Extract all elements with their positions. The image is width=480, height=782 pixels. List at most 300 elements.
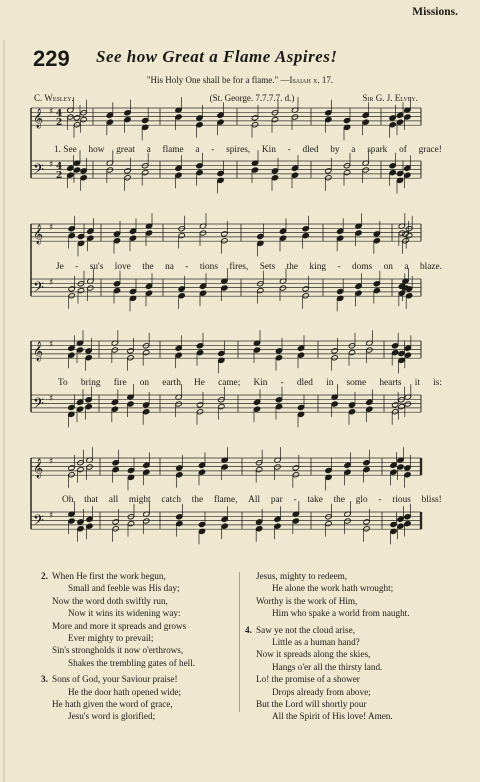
author: C. Wesley. <box>34 93 74 103</box>
note-head <box>113 231 120 237</box>
note-head <box>124 116 131 122</box>
lyric-line-1 <box>54 145 442 155</box>
note-head <box>111 399 118 405</box>
note-head <box>404 114 411 120</box>
verse-column-left <box>41 570 196 723</box>
note-head <box>406 226 413 232</box>
note-head <box>343 163 350 169</box>
note-head <box>404 520 411 526</box>
note-head <box>363 526 370 532</box>
lyric-syllable: how <box>88 145 105 155</box>
verse-text: Lo! the promise of a shower <box>256 674 360 685</box>
note-head <box>142 169 149 175</box>
note-head <box>124 110 131 116</box>
note-head <box>221 285 228 291</box>
note-head <box>112 460 119 466</box>
note-head <box>127 401 134 407</box>
note-head <box>297 352 304 358</box>
sharp-icon: ♯ <box>49 107 54 118</box>
note-head <box>178 293 185 299</box>
note-head <box>274 516 281 522</box>
note-head <box>274 464 281 470</box>
note-head <box>355 290 362 296</box>
lyric-syllable: the <box>191 495 204 505</box>
verse-number: 3. <box>41 674 48 685</box>
note-head <box>68 352 75 358</box>
note-head <box>362 167 369 173</box>
verse-4 <box>245 624 410 723</box>
note-head <box>344 462 351 468</box>
note-head <box>251 115 258 121</box>
note-head <box>198 521 205 527</box>
note-head <box>404 352 411 358</box>
note-head <box>80 116 87 122</box>
note-head <box>87 228 94 234</box>
sharp-icon: ♯ <box>49 223 54 234</box>
note-head <box>302 293 309 299</box>
lyric-syllable: of <box>399 145 407 155</box>
note-head <box>292 465 299 471</box>
verse-line <box>52 698 195 710</box>
lyric-syllable: na <box>165 262 174 272</box>
lyric-syllable: bliss! <box>421 495 442 505</box>
verse-line <box>256 698 410 710</box>
note-head <box>396 170 403 176</box>
note-head <box>398 230 405 236</box>
note-head <box>73 122 80 128</box>
note-head <box>73 167 80 173</box>
lyric-syllable: - <box>378 495 382 505</box>
note-head <box>68 345 75 351</box>
note-head <box>402 238 409 244</box>
note-head <box>175 114 182 120</box>
verse-line <box>245 624 410 636</box>
verse-text: Jesus, mighty to redeem, <box>256 571 348 581</box>
note-head <box>404 514 411 520</box>
note-head <box>297 345 304 351</box>
note-head <box>398 397 405 403</box>
note-head <box>175 401 182 407</box>
note-head <box>85 348 92 354</box>
note-head <box>178 286 185 292</box>
note-head <box>325 168 332 174</box>
note-head <box>76 406 83 412</box>
note-head <box>143 409 150 415</box>
note-head <box>77 526 84 532</box>
lyric-syllable: the <box>142 262 154 272</box>
lyric-syllable: great <box>116 145 135 155</box>
note-head <box>77 281 84 287</box>
note-head <box>129 228 136 234</box>
note-head <box>404 345 411 351</box>
note-head <box>129 288 136 294</box>
note-head <box>275 403 282 409</box>
note-head <box>145 283 152 289</box>
treble-clef-icon: 𝄞 <box>33 341 44 362</box>
note-head <box>398 403 405 409</box>
bass-clef-icon: 𝄢 <box>33 512 44 533</box>
note-head <box>291 165 298 171</box>
note-head <box>175 172 182 178</box>
note-head <box>73 115 80 121</box>
treble-clef-icon: 𝄞 <box>33 224 44 245</box>
note-head <box>86 464 93 470</box>
note-head <box>344 518 351 524</box>
note-head <box>253 406 260 412</box>
lyric-syllable: - <box>337 262 341 272</box>
note-head <box>366 399 373 405</box>
note-head <box>127 355 134 361</box>
note-head <box>68 232 75 238</box>
note-head <box>127 520 134 526</box>
note-head <box>392 409 399 415</box>
note-head <box>373 287 380 293</box>
lyric-syllable: by <box>330 145 340 155</box>
verse-line <box>52 620 195 632</box>
note-head <box>68 404 75 410</box>
verse-text: Saw ye not the cloud arise, <box>256 624 355 635</box>
note-head <box>397 523 404 529</box>
note-head <box>87 285 94 291</box>
lyric-syllable: - <box>185 262 189 272</box>
note-head <box>390 462 397 468</box>
note-head <box>68 518 75 524</box>
lyric-syllable: is: <box>433 378 442 388</box>
note-head <box>397 516 404 522</box>
verse-text: Now it spreads along the skies, <box>256 649 371 660</box>
note-head <box>271 168 278 174</box>
note-head <box>218 403 225 409</box>
note-head <box>68 226 75 232</box>
verse-line <box>256 570 410 582</box>
note-head <box>396 112 403 118</box>
verse-text: Small and feeble was His day; <box>68 583 180 594</box>
note-head <box>76 347 83 353</box>
lyric-syllable: grace! <box>418 145 442 155</box>
note-head <box>68 472 75 478</box>
note-head <box>124 175 131 181</box>
verse-text: Little as a human hand? <box>272 637 360 648</box>
lyric-syllable: Oh <box>62 495 74 505</box>
note-head <box>143 469 150 475</box>
treble-clef-icon: 𝄞 <box>33 108 44 129</box>
note-head <box>85 355 92 361</box>
note-head <box>404 401 411 407</box>
note-head <box>390 469 397 475</box>
note-head <box>196 115 203 121</box>
note-head <box>80 175 87 181</box>
lyric-syllable: All <box>248 495 261 505</box>
note-head <box>366 347 373 353</box>
note-head <box>291 114 298 120</box>
verse-text: When He first the work begun, <box>52 571 166 581</box>
lyric-syllable: Je <box>56 262 64 272</box>
note-head <box>129 235 136 241</box>
lyric-syllable: bring <box>80 378 101 388</box>
note-head <box>331 348 338 354</box>
lyric-syllable: - <box>211 145 215 155</box>
time-signature: 4 <box>56 109 63 120</box>
note-head <box>68 465 75 471</box>
verse-line <box>256 582 410 594</box>
note-head <box>337 228 344 234</box>
lyric-syllable: in <box>326 378 334 388</box>
lyric-syllable: tions <box>199 262 218 272</box>
time-signature: 2 <box>56 117 63 128</box>
note-head <box>178 226 185 232</box>
note-head <box>275 355 282 361</box>
note-head <box>373 281 380 287</box>
note-head <box>67 165 74 171</box>
note-head <box>221 516 228 522</box>
verse-line <box>256 661 410 673</box>
lyric-syllable: came; <box>218 378 241 388</box>
verse-line <box>52 582 195 594</box>
note-head <box>257 281 264 287</box>
note-head <box>274 523 281 529</box>
note-head <box>80 110 87 116</box>
verse-text: Sin's strongholds it now o'erthrows, <box>52 645 184 656</box>
verse-number: 4. <box>245 624 252 635</box>
verse-line <box>256 710 410 722</box>
note-head <box>344 469 351 475</box>
lyric-syllable: fires, <box>229 262 249 272</box>
note-head <box>221 231 228 237</box>
verse-line <box>52 657 195 669</box>
lyric-line-2 <box>56 262 442 272</box>
note-head <box>390 521 397 527</box>
lyric-syllable: on <box>383 262 393 272</box>
note-head <box>67 172 74 178</box>
note-head <box>363 460 370 466</box>
lyric-syllable: - <box>75 262 79 272</box>
verse-text: Shakes the trembling gates of hell. <box>68 657 196 668</box>
epigraph-quote: "His Holy One shall be for a flame." <box>146 75 279 85</box>
lyric-syllable: a <box>404 262 409 272</box>
note-head <box>253 347 260 353</box>
verse-line <box>256 636 410 648</box>
note-head <box>302 286 309 292</box>
note-head <box>124 168 131 174</box>
lyric-syllable: all <box>108 495 119 505</box>
note-head <box>85 403 92 409</box>
lyric-syllable: To <box>58 378 68 388</box>
tune-name: (St. George. 7.7.7.7. d.) <box>209 93 295 103</box>
hymn-number: 229 <box>33 46 70 71</box>
note-head <box>363 519 370 525</box>
note-head <box>251 122 258 128</box>
column-divider <box>239 572 240 712</box>
note-head <box>86 516 93 522</box>
bass-clef-icon: 𝄢 <box>33 161 44 182</box>
note-head <box>111 347 118 353</box>
note-head <box>77 287 84 293</box>
note-head <box>112 466 119 472</box>
note-head <box>256 466 263 472</box>
hymn-title: See how Great a Flame Aspires! <box>96 47 338 66</box>
lyric-syllable: spark <box>367 145 388 155</box>
lyric-syllable: take <box>307 495 323 505</box>
verse-text: He hath given the word of grace, <box>52 699 173 710</box>
note-head <box>348 402 355 408</box>
lyric-line-3 <box>58 378 442 388</box>
note-head <box>196 349 203 355</box>
note-head <box>404 165 411 171</box>
note-head <box>175 345 182 351</box>
note-head <box>389 122 396 128</box>
lyric-syllable: a <box>351 145 356 155</box>
lyric-line-4 <box>62 495 442 505</box>
note-head <box>297 404 304 410</box>
note-head <box>257 287 264 293</box>
verse-text: All the Spirit of His love! Amen. <box>272 711 393 722</box>
verse-line <box>256 686 410 698</box>
verse-text: Hangs o'er all the thirsty land. <box>272 661 383 672</box>
note-head <box>142 163 149 169</box>
sharp-icon: ♯ <box>49 511 54 522</box>
note-head <box>196 163 203 169</box>
note-head <box>292 472 299 478</box>
note-head <box>143 462 150 468</box>
time-signature: 4 <box>56 162 63 173</box>
composer: Sir G. J. Elvey. <box>362 93 418 103</box>
verse-column-right <box>245 570 410 723</box>
note-head <box>85 397 92 403</box>
verse-3-continued <box>256 570 410 620</box>
lyric-syllable: He <box>194 378 205 388</box>
note-head <box>221 238 228 244</box>
lyric-syllable: doms <box>352 262 373 272</box>
note-head <box>389 169 396 175</box>
note-head <box>199 290 206 296</box>
note-head <box>325 467 332 473</box>
lyric-syllable: it <box>414 378 420 388</box>
verse-text: Now it wins its widening way: <box>68 608 181 619</box>
note-head <box>355 283 362 289</box>
lyric-syllable: might <box>128 495 151 505</box>
note-head <box>271 175 278 181</box>
note-head <box>176 465 183 471</box>
verse-text: More and more it spreads and grows <box>52 620 187 631</box>
note-head <box>253 399 260 405</box>
note-head <box>392 343 399 349</box>
note-head <box>77 233 84 239</box>
note-head <box>106 167 113 173</box>
lyric-syllable: on <box>139 378 150 388</box>
verse-text: Him who spake a world from naught. <box>272 608 410 619</box>
note-head <box>337 288 344 294</box>
lyric-syllable: - <box>280 378 284 388</box>
verse-line <box>41 673 195 685</box>
note-head <box>389 115 396 121</box>
epigraph-reference: —Isaiah x. 17. <box>280 75 334 85</box>
verse-text: He alone the work hath wrought; <box>272 583 394 594</box>
verse-2 <box>41 570 196 669</box>
note-head <box>68 293 75 299</box>
verse-text: But the Lord will shortly pour <box>256 699 367 710</box>
note-head <box>77 519 84 525</box>
note-head <box>325 110 332 116</box>
lyric-syllable: king <box>309 262 326 272</box>
sharp-icon: ♯ <box>49 160 54 171</box>
lyric-syllable: - <box>287 145 291 155</box>
verse-text: Drops already from above; <box>272 686 371 697</box>
note-head <box>256 460 263 466</box>
verse-text: Now the word doth swiftly run, <box>52 595 168 606</box>
sharp-icon: ♯ <box>49 457 54 468</box>
verse-line <box>52 595 195 607</box>
lyric-syllable: fire <box>113 378 127 388</box>
lyric-syllable: the <box>333 495 345 505</box>
note-head <box>196 402 203 408</box>
note-head <box>406 293 413 299</box>
note-head <box>275 348 282 354</box>
sharp-icon: ♯ <box>49 278 54 289</box>
note-head <box>106 112 113 118</box>
note-head <box>127 348 134 354</box>
verse-line <box>52 644 195 656</box>
note-head <box>396 119 403 125</box>
sharp-icon: ♯ <box>49 340 54 351</box>
lyric-syllable: catch <box>161 495 182 505</box>
note-head <box>325 116 332 122</box>
verse-line <box>52 686 195 698</box>
note-head <box>279 228 286 234</box>
note-head <box>292 518 299 524</box>
note-head <box>127 514 134 520</box>
note-head <box>127 467 134 473</box>
lyric-syllable: Kin <box>253 378 268 388</box>
note-head <box>175 165 182 171</box>
note-head <box>373 231 380 237</box>
note-head <box>217 170 224 176</box>
note-head <box>355 230 362 236</box>
note-head <box>218 397 225 403</box>
note-head <box>302 232 309 238</box>
lyric-syllable: dled <box>296 378 313 388</box>
lyric-syllable: rious <box>392 495 411 505</box>
note-head <box>251 167 258 173</box>
note-head <box>257 233 264 239</box>
note-head <box>373 238 380 244</box>
lyric-syllable: spires, <box>226 145 251 155</box>
note-head <box>111 406 118 412</box>
note-head <box>279 285 286 291</box>
verse-text: Jesu's word is glorified; <box>68 711 156 722</box>
note-head <box>271 110 278 116</box>
note-head <box>77 460 84 466</box>
note-head <box>198 462 205 468</box>
lyric-syllable: that <box>84 495 99 505</box>
note-head <box>178 232 185 238</box>
note-head <box>397 464 404 470</box>
bass-clef-icon: 𝄢 <box>33 395 44 416</box>
lyric-syllable: flame, <box>213 495 238 505</box>
lyric-syllable: a <box>195 145 200 155</box>
note-head <box>145 230 152 236</box>
bass-clef-icon: 𝄢 <box>33 279 44 300</box>
note-head <box>112 519 119 525</box>
lyric-syllable: the <box>286 262 299 272</box>
note-head <box>196 409 203 415</box>
note-head <box>404 172 411 178</box>
treble-clef-icon: 𝄞 <box>33 458 44 479</box>
lyric-syllable: Sets <box>259 262 276 272</box>
note-head <box>198 469 205 475</box>
note-head <box>337 235 344 241</box>
note-head <box>199 283 206 289</box>
note-head <box>143 343 150 349</box>
